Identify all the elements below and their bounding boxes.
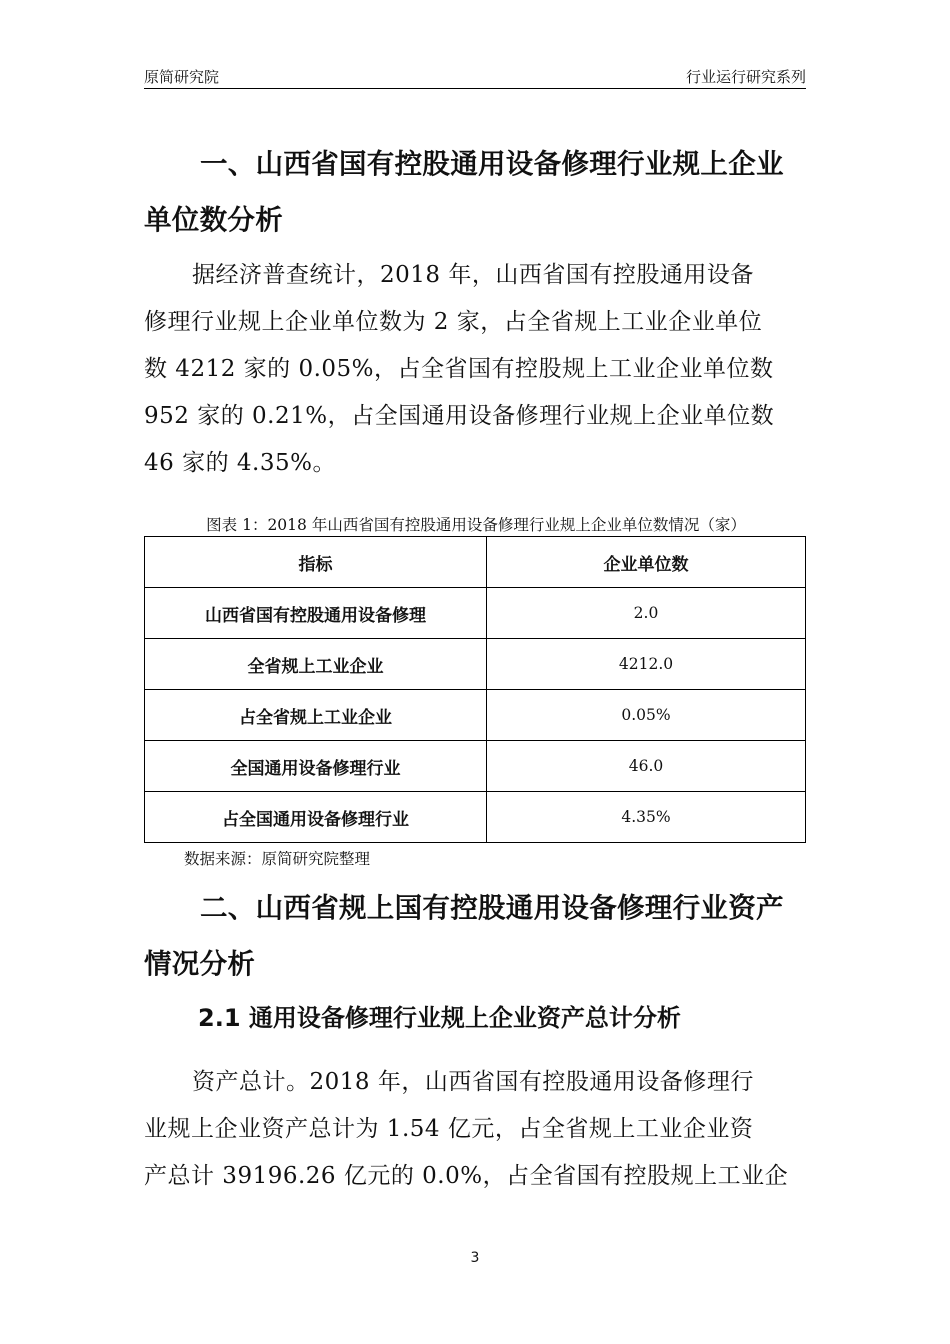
table-row: [145, 639, 806, 690]
section1-paragraph: [144, 252, 808, 487]
row-value: 4212.0: [487, 639, 806, 690]
table-row: [145, 741, 806, 792]
column-header: 指标: [145, 537, 487, 588]
para-line: 修理行业规上企业单位数为 2 家，占全省规上工业企业单位: [144, 309, 763, 335]
section1-title-line2: 单位数分析: [144, 204, 283, 236]
row-value: 46.0: [487, 741, 806, 792]
section2-title-line2: 情况分析: [144, 948, 256, 980]
para-line: 据经济普查统计，2018 年，山西省国有控股通用设备: [192, 262, 754, 288]
table-row: [145, 792, 806, 843]
para-line: 数 4212 家的 0.05%，占全省国有控股规上工业企业单位数: [144, 356, 774, 382]
page-number: 3: [470, 1250, 480, 1266]
row-label: 全省规上工业企业: [145, 639, 487, 690]
header-org-name: 原简研究院: [144, 68, 220, 86]
data-table: [144, 536, 806, 843]
para-line: 产总计 39196.26 亿元的 0.0%，占全省国有控股规上工业企: [144, 1163, 789, 1189]
table-row: [145, 588, 806, 639]
section2-title-line1: 二、山西省规上国有控股通用设备修理行业资产: [200, 892, 784, 924]
section1-title-line1: 一、山西省国有控股通用设备修理行业规上企业: [200, 148, 784, 180]
page-header: [144, 66, 806, 89]
row-value: 4.35%: [487, 792, 806, 843]
table-caption: 图表 1：2018 年山西省国有控股通用设备修理行业规上企业单位数情况（家）: [206, 516, 746, 534]
table-row: [145, 690, 806, 741]
para-line: 业规上企业资产总计为 1.54 亿元，占全省规上工业企业资: [144, 1116, 754, 1142]
table-header-row: [145, 537, 806, 588]
row-label: 山西省国有控股通用设备修理: [145, 588, 487, 639]
para-line: 952 家的 0.21%，占全国通用设备修理行业规上企业单位数: [144, 403, 775, 429]
table-source-note: 数据来源：原简研究院整理: [184, 850, 371, 868]
section1-title: [144, 136, 808, 248]
section2-paragraph: [144, 1059, 808, 1200]
subsection-title: 2.1 通用设备修理行业规上企业资产总计分析: [198, 1004, 681, 1032]
row-label: 全国通用设备修理行业: [145, 741, 487, 792]
row-label: 占全国通用设备修理行业: [145, 792, 487, 843]
row-label: 占全省规上工业企业: [145, 690, 487, 741]
header-series-name: 行业运行研究系列: [685, 68, 806, 86]
column-header: 企业单位数: [487, 537, 806, 588]
row-value: 2.0: [487, 588, 806, 639]
para-line: 资产总计。2018 年，山西省国有控股通用设备修理行: [192, 1069, 754, 1095]
para-line: 46 家的 4.35%。: [144, 450, 336, 476]
section2-title: [144, 880, 808, 992]
row-value: 0.05%: [487, 690, 806, 741]
